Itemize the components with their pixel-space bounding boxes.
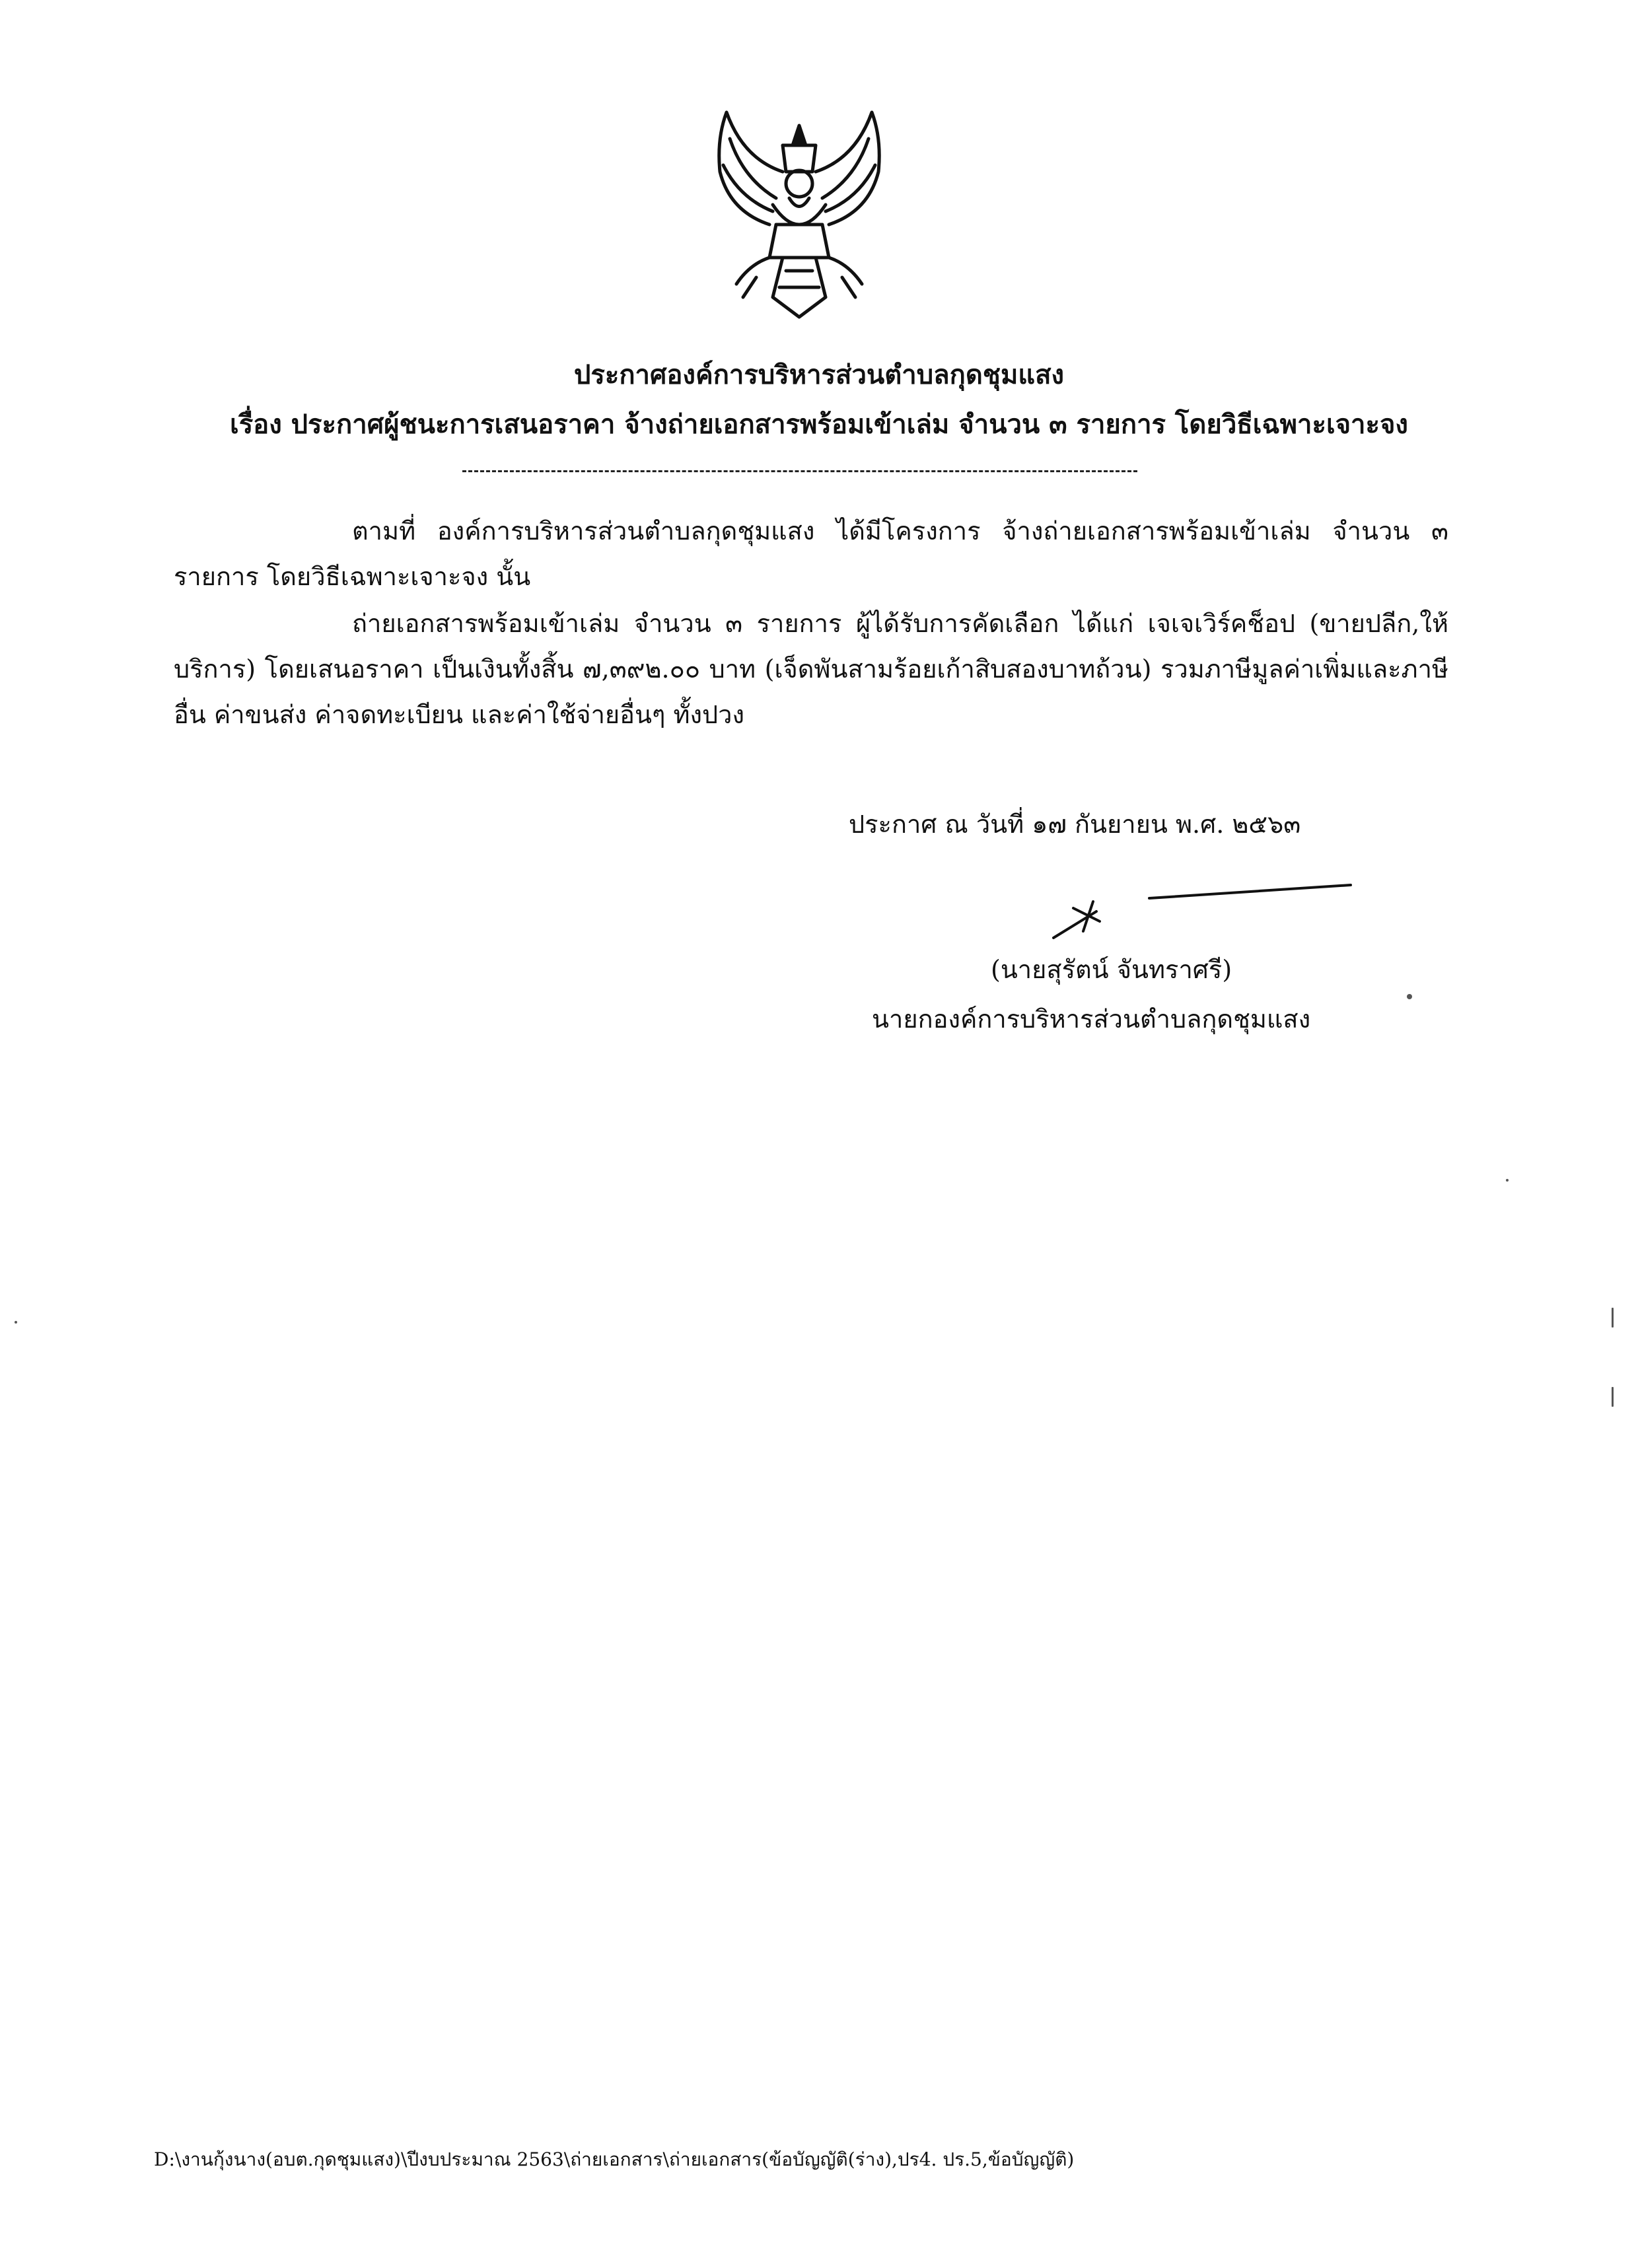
scan-speck (15, 1321, 17, 1324)
scan-speck (1612, 1387, 1614, 1407)
announcement-date: ประกาศ ณ วันที่ ๑๗ กันยายน พ.ศ. ๒๕๖๓ (849, 810, 1301, 839)
handwritten-signature (1047, 872, 1357, 951)
announcement-heading: ประกาศองค์การบริหารส่วนตำบลกุดชุมแสง (573, 359, 1065, 390)
signer-name: (นายสุรัตน์ จันทราศรี) (991, 955, 1232, 984)
file-path-footer: D:\งานกุ้งนาง(อบต.กุดชุมแสง)\ปีงบประมาณ 2563\ถ่ายเอกสาร\ถ่ายเอกสาร(ข้อบัญญัติ(ร่าง),ปร4. ปร.5,ข้อบัญญัติ) (154, 2148, 1075, 2170)
paragraph-project-text: ตามที่ องค์การบริหารส่วนตำบลกุดชุมแสง ได้มีโครงการ จ้างถ่ายเอกสารพร้อมเข้าเล่ม จำนวน ๓ รายการ โดยวิธีเฉพาะเจาะจง นั้น (174, 516, 1448, 591)
garuda-emblem-icon (690, 99, 908, 327)
paragraph-winner (174, 601, 1448, 738)
scan-speck (1612, 1308, 1614, 1328)
signer-title: นายกองค์การบริหารส่วนตำบลกุดชุมแสง (872, 1005, 1311, 1034)
scan-speck (1407, 994, 1412, 999)
scan-speck (1506, 1179, 1509, 1182)
paragraph-winner-text: ถ่ายเอกสารพร้อมเข้าเล่ม จำนวน ๓ รายการ ผู้ได้รับการคัดเลือก ได้แก่ เจเจเวิร์คช็อป (ขายปลีก,ให้บริการ) โดยเสนอราคา เป็นเงินทั้งสิ้น ๗,๓๙๒.๐๐ บาท (เจ็ดพันสามร้อยเก้าสิบสองบาทถ้วน) รวมภาษีมูลค่าเพิ่มและภาษีอื่น ค่าขนส่ง ค่าจดทะเบียน และค่าใช้จ่ายอื่นๆ ทั้งปวง (174, 609, 1448, 729)
separator-line (462, 470, 1137, 472)
announcement-subject: เรื่อง ประกาศผู้ชนะการเสนอราคา จ้างถ่ายเอกสารพร้อมเข้าเล่ม จำนวน ๓ รายการ โดยวิธีเฉพาะเจาะจง (230, 409, 1408, 440)
paragraph-project (174, 509, 1448, 600)
